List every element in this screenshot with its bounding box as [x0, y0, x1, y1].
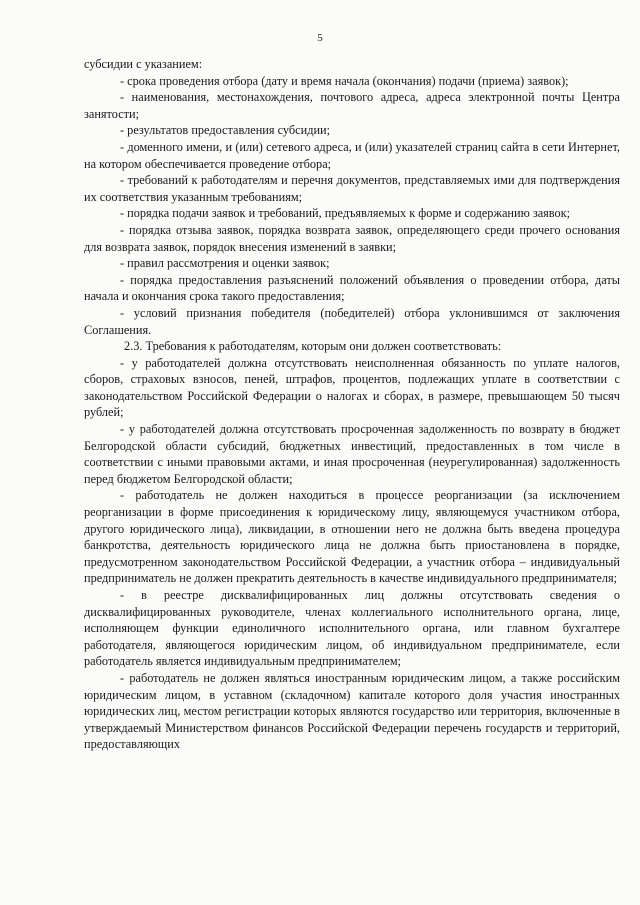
document-body	[84, 56, 620, 753]
list-item: - доменного имени, и (или) сетевого адреса, и (или) указателей страниц сайта в сети Интернет, на котором обеспечивается проведение отбора;	[84, 139, 620, 171]
page-number: 5	[317, 32, 323, 44]
list-item: - условий признания победителя (победителей) отбора уклонившимся от заключения Соглашения.	[84, 305, 620, 337]
list-item: - у работодателей должна отсутствовать неисполненная обязанность по уплате налогов, сборов, страховых взносов, пеней, штрафов, процентов, подлежащих уплате в соответствии с законодательством Российской Федерации о налогах и сборах, в размере, превышающем 50 тысяч рублей;	[84, 355, 620, 420]
list-item: - работодатель не должен являться иностранным юридическим лицом, а также российским юридическим лицом, в уставном (складочном) капитале которого доля участия иностранных юридических лиц, местом регистрации которых являются государство или территория, включенные в утверждаемый Министерством финансов Российской Федерации перечень государств и территорий, предоставляющих	[84, 670, 620, 752]
list-item: - порядка подачи заявок и требований, предъявляемых к форме и содержанию заявок;	[120, 206, 571, 221]
list-item: - наименования, местонахождения, почтового адреса, адреса электронной почты Центра занятости;	[84, 90, 620, 121]
list-item: - у работодателей должна отсутствовать просроченная задолженность по возврату в бюджет Белгородской области субсидий, бюджетных инвестиций, предоставленных в том числе в соответствии с иными правовыми актами, и иная просроченная (неурегулированная) задолженность перед бюджетом Белгородской области;	[84, 422, 620, 486]
list-item: - порядка отзыва заявок, порядка возврата заявок, определяющего среди прочего основания для возврата заявок, порядок внесения изменений в заявки;	[84, 222, 620, 254]
list-item: - в реестре дисквалифицированных лиц должны отсутствовать сведения о дисквалифицированных руководителе, членах коллегиального исполнительного органа, лице, исполняющем функции единоличного исполнительного органа, или главном бухгалтере работодателя, являющегося юридическим лицом, об индивидуальном предпринимателе, если работодатель является индивидуальным предпринимателем;	[84, 588, 620, 669]
list-item: - срока проведения отбора (дату и время начала (окончания) подачи (приема) заявок);	[120, 73, 569, 88]
list-item: - требований к работодателям и перечня документов, представляемых ими для подтверждения их соответствия указанным требованиям;	[84, 173, 620, 204]
paragraph: субсидии с указанием:	[84, 57, 203, 71]
list-item: - правил рассмотрения и оценки заявок;	[120, 256, 330, 271]
list-item: - результатов предоставления субсидии;	[120, 123, 331, 138]
list-item: - порядка предоставления разъяснений положений объявления о проведении отбора, даты начала и окончания срока такого предоставления;	[84, 272, 620, 304]
section-heading-2-3: 2.3. Требования к работодателям, которым они должен соответствовать:	[124, 339, 502, 354]
list-item: - работодатель не должен находиться в процессе реорганизации (за исключением реорганизации в форме присоединения к юридическому лицу, являющемуся участником отбора, другого юридического лица), ликвидации, в отношении него не должна быть введена процедура банкротства, деятельность юридического лица не должна быть приостановлена в порядке, предусмотренном законодательством Российской Федерации, а участник отбора – индивидуальный предприниматель не должен прекратить деятельность в качестве индивидуального предпринимателя;	[84, 488, 620, 586]
